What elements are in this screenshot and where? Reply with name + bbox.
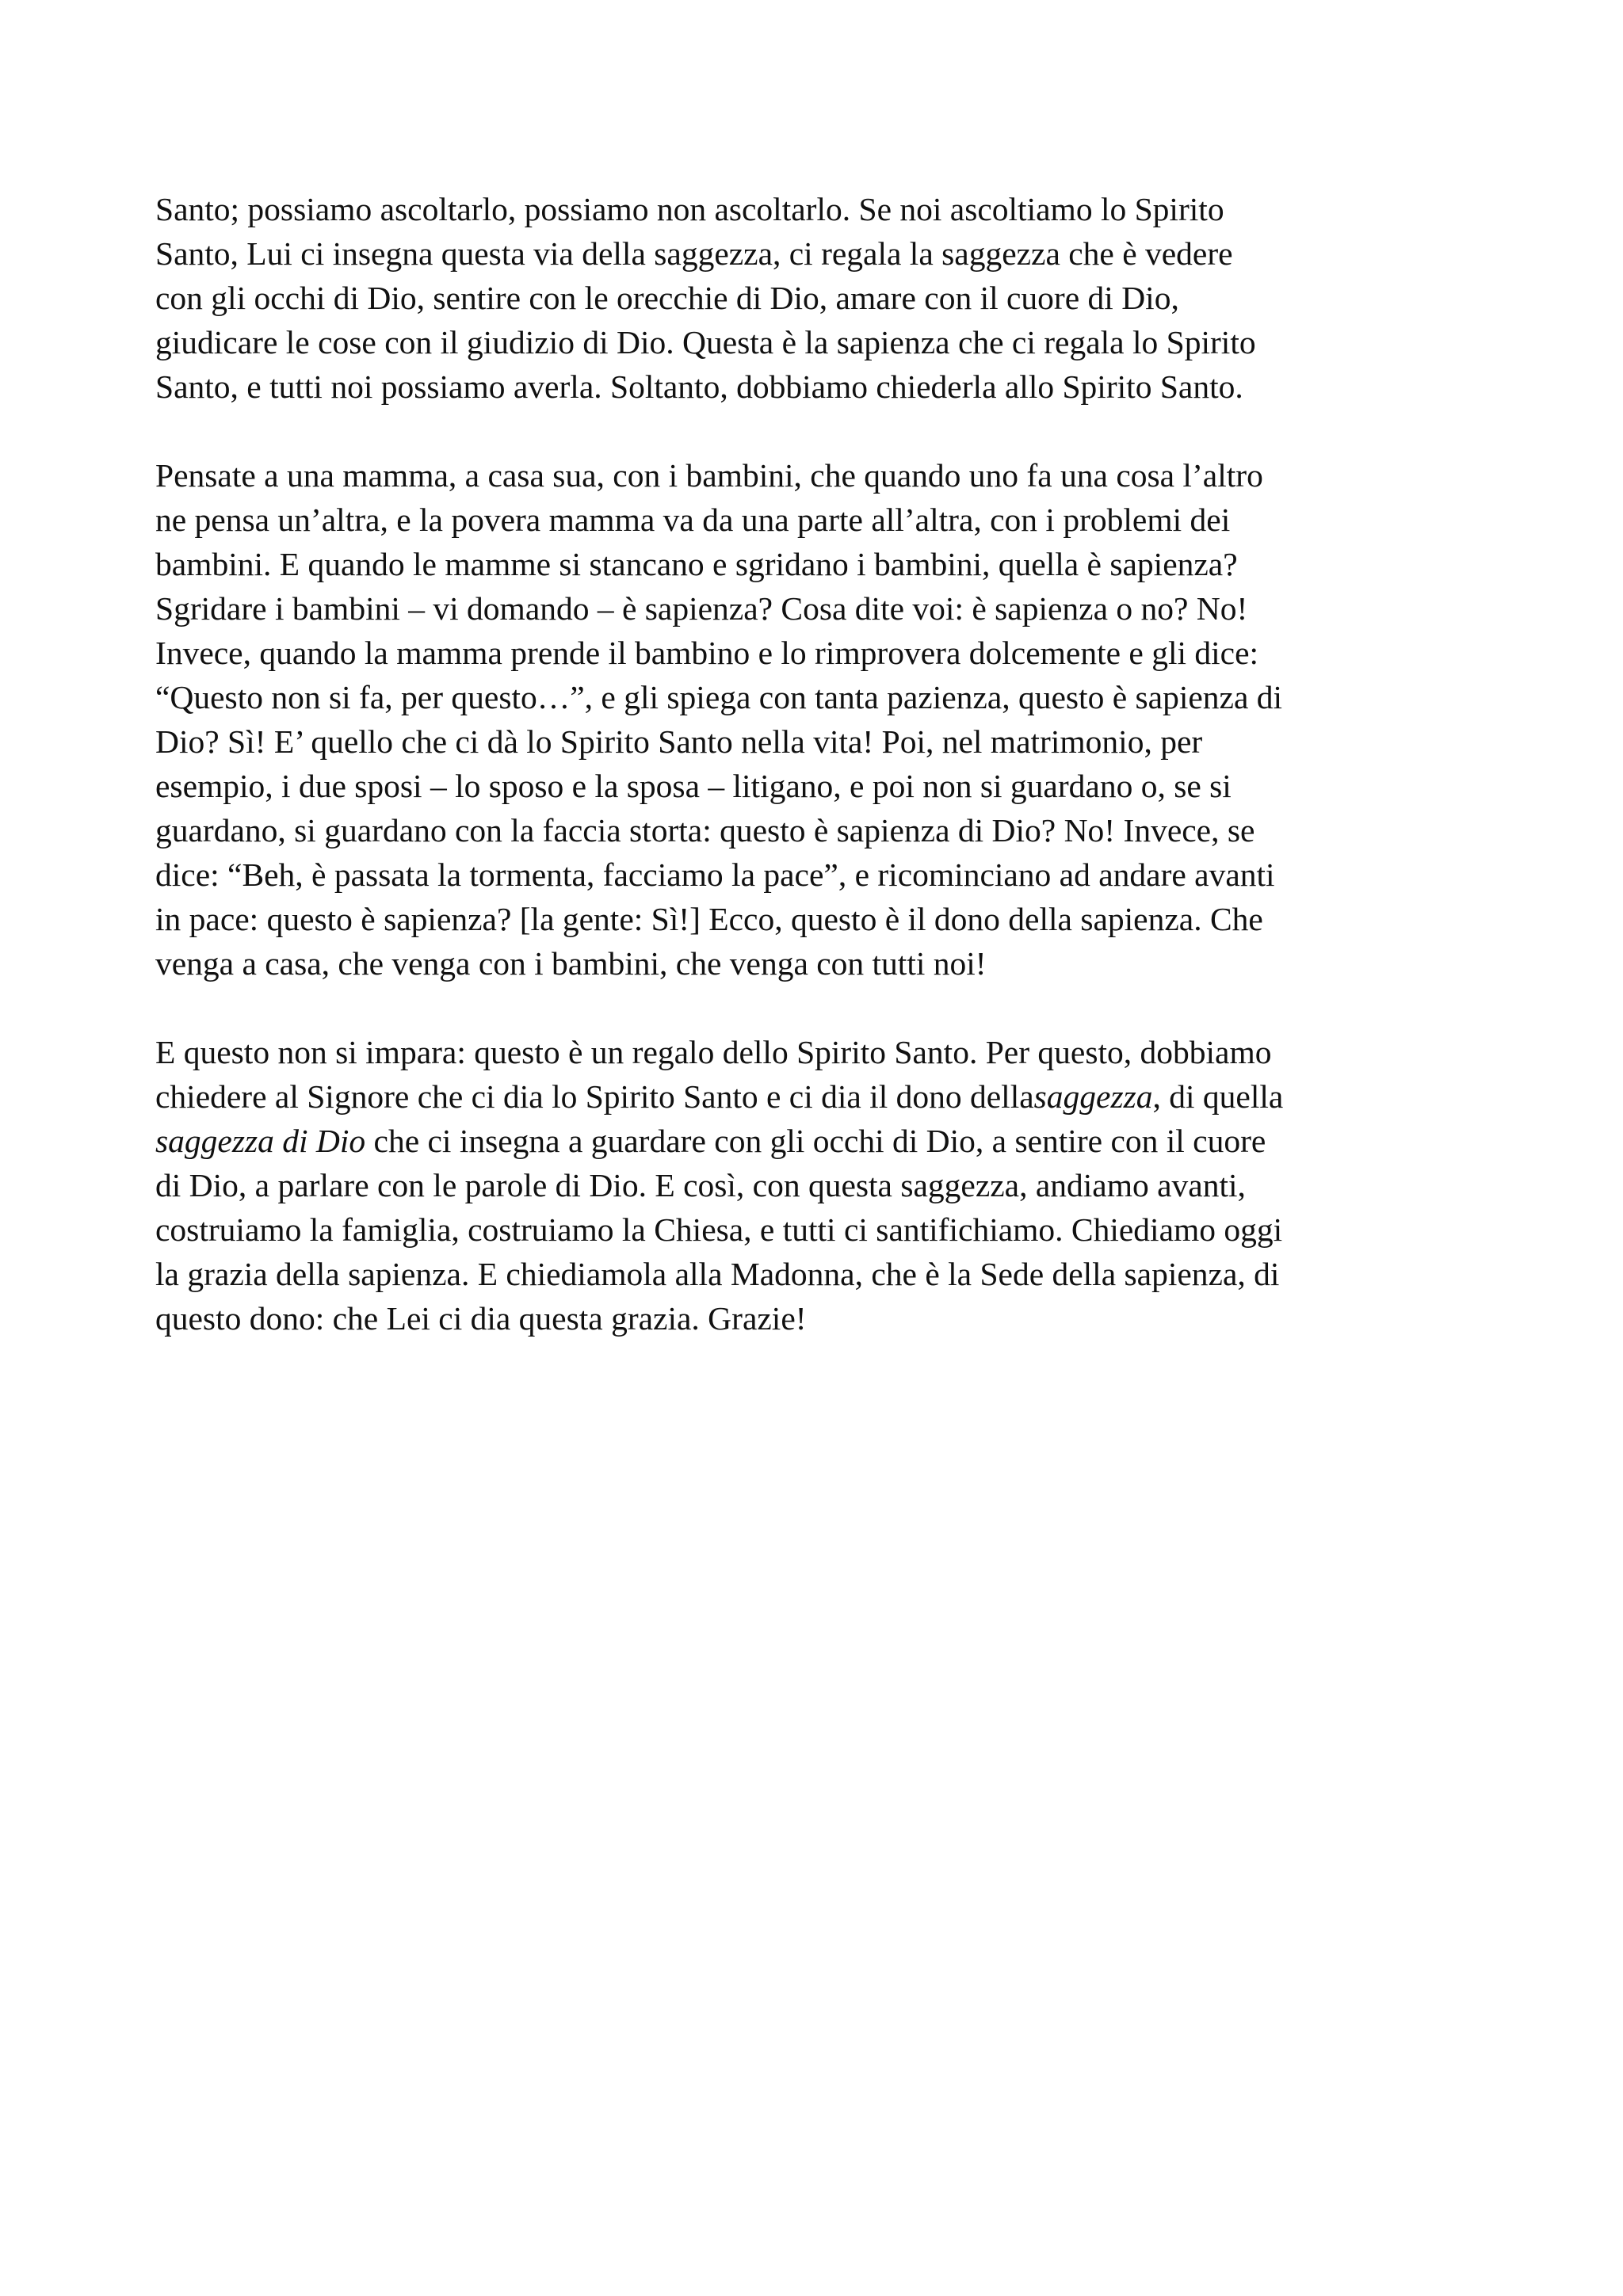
text-line: guardano, si guardano con la faccia storta: questo è sapienza di Dio? No! Invece, se (155, 812, 1255, 849)
text-line: costruiamo la famiglia, costruiamo la Chiesa, e tutti ci santifichiamo. Chiediamo oggi (155, 1211, 1283, 1248)
text-line: venga a casa, che venga con i bambini, che venga con tutti noi! (155, 945, 987, 982)
text-line: Dio? Sì! E’ quello che ci dà lo Spirito Santo nella vita! Poi, nel matrimonio, per (155, 723, 1203, 760)
text-line-mixed (155, 1119, 1503, 1163)
text-run: che ci insegna a guardare con gli occhi di Dio, a sentire con il cuore (365, 1123, 1266, 1159)
text-line: E questo non si impara: questo è un regalo dello Spirito Santo. Per questo, dobbiamo (155, 1034, 1272, 1070)
text-line: “Questo non si fa, per questo…”, e gli spiega con tanta pazienza, questo è sapienza di (155, 679, 1283, 715)
text-line: di Dio, a parlare con le parole di Dio. E così, con questa saggezza, andiamo avanti, (155, 1167, 1246, 1203)
text-line: Santo, Lui ci insegna questa via della saggezza, ci regala la saggezza che è vedere (155, 235, 1233, 272)
text-run: , di quella (1152, 1078, 1284, 1115)
text-line: Pensate a una mamma, a casa sua, con i bambini, che quando uno fa una cosa l’altro (155, 457, 1263, 494)
text-line: esempio, i due sposi – lo sposo e la sposa – litigano, e poi non si guardano o, se si (155, 768, 1232, 804)
text-line: la grazia della sapienza. E chiediamola alla Madonna, che è la Sede della sapienza, di (155, 1256, 1280, 1292)
text-line: Sgridare i bambini – vi domando – è sapienza? Cosa dite voi: è sapienza o no? No! (155, 590, 1248, 627)
text-line: Santo; possiamo ascoltarlo, possiamo non ascoltarlo. Se noi ascoltiamo lo Spirito (155, 191, 1224, 227)
text-line: ne pensa un’altra, e la povera mamma va da una parte all’altra, con i problemi dei (155, 502, 1231, 538)
text-line-mixed (155, 1074, 1503, 1119)
paragraph-2 (155, 453, 1503, 986)
text-line: questo dono: che Lei ci dia questa grazia. Grazie! (155, 1300, 807, 1337)
text-line: con gli occhi di Dio, sentire con le orecchie di Dio, amare con il cuore di Dio, (155, 280, 1179, 316)
text-line: Invece, quando la mamma prende il bambino e lo rimprovera dolcemente e gli dice: (155, 635, 1259, 671)
paragraph-1 (155, 187, 1503, 409)
text-line: bambini. E quando le mamme si stancano e sgridano i bambini, quella è sapienza? (155, 546, 1238, 582)
text-line: giudicare le cose con il giudizio di Dio. Questa è la sapienza che ci regala lo Spirito (155, 324, 1256, 360)
text-line: in pace: questo è sapienza? [la gente: Sì!] Ecco, questo è il dono della sapienza. Che (155, 901, 1263, 937)
text-run: chiedere al Signore che ci dia lo Spirito Santo e ci dia il dono della (155, 1078, 1034, 1115)
document-body (155, 187, 1503, 1341)
paragraph-3 (155, 1030, 1503, 1341)
italic-term: saggezza (1033, 1078, 1153, 1115)
text-line: Santo, e tutti noi possiamo averla. Soltanto, dobbiamo chiederla allo Spirito Santo. (155, 368, 1243, 405)
text-line: dice: “Beh, è passata la tormenta, facciamo la pace”, e ricominciano ad andare avanti (155, 856, 1275, 893)
italic-term: saggezza di Dio (155, 1123, 366, 1159)
